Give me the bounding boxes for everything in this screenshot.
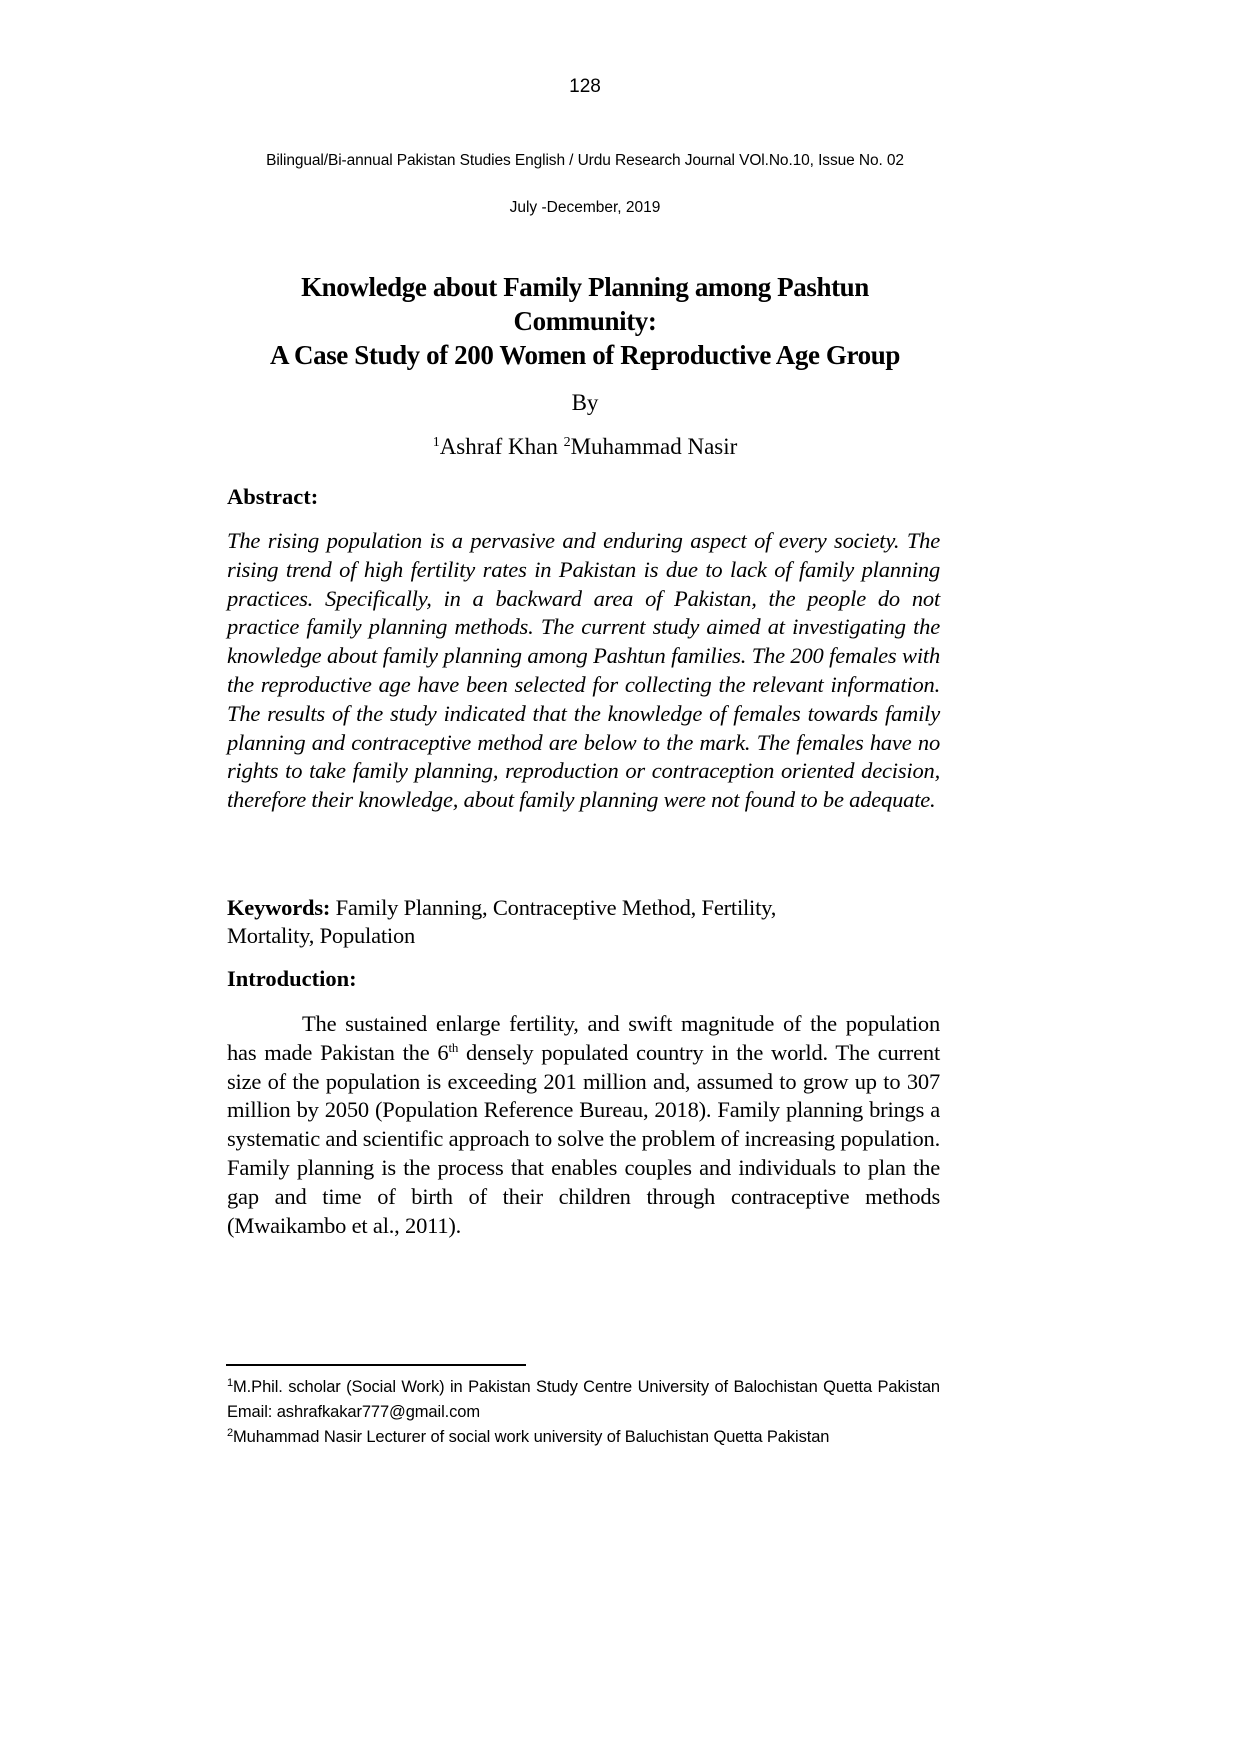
authors <box>0 434 1170 460</box>
abstract-text: The rising population is a pervasive and enduring aspect of every society. The rising trend of high fertility rates in Pakistan is due to lack of family planning practices. Specifically, in a backward area of Pakistan, the people do not practice family planning methods. The current study aimed at investigating the knowledge about family planning among Pashtun families. The 200 females with the reproductive age have been selected for collecting the relevant information. The results of the study indicated that the knowledge of females towards family planning and contraceptive method are below to the mark. The females have no rights to take family planning, reproduction or contraception oriented decision, therefore their knowledge, about family planning were not found to be adequate. <box>227 528 940 813</box>
footnote-1-text: M.Phil. scholar (Social Work) in Pakistan Study Centre University of Balochistan Quetta Pakistan Email: ashrafkakar777@gmail.com <box>227 1378 940 1421</box>
footnote-2-marker: 2 <box>227 1427 234 1439</box>
footnote-1 <box>227 1375 940 1425</box>
footnote-1-marker: 1 <box>227 1377 234 1389</box>
article-title <box>220 270 950 372</box>
intro-text-part-2: densely populated country in the world. The current size of the population is exceeding 201 million and, assumed to grow up to 307 million by 2050 (Population Reference Bureau, 2018). Family planning brings a systematic and scientific approach to solve the problem of increasing population. Family planning is the process that enables couples and individuals to plan the gap and time of birth of their children through contraceptive methods (Mwaikambo et al., 2011). <box>227 1039 940 1238</box>
introduction-heading: Introduction: <box>227 966 357 991</box>
author-2-name: Muhammad Nasir <box>570 434 738 459</box>
author-1-name: Ashraf Khan <box>439 434 558 459</box>
footnote-2 <box>227 1425 940 1450</box>
author-1-marker: 1 <box>432 435 440 450</box>
title-line-1: Knowledge about Family Planning among Pashtun <box>301 272 869 302</box>
keywords <box>227 894 940 950</box>
footnotes <box>227 1375 940 1450</box>
title-line-2: Community: <box>513 306 657 336</box>
keywords-label: Keywords: <box>227 895 331 920</box>
footnote-2-text: Muhammad Nasir Lecturer of social work university of Baluchistan Quetta Pakistan <box>233 1428 830 1446</box>
title-line-3: A Case Study of 200 Women of Reproductive Age Group <box>270 340 900 370</box>
introduction-text <box>227 1010 940 1240</box>
keywords-line-1: Family Planning, Contraceptive Method, Fertility, <box>330 895 777 920</box>
author-2-marker: 2 <box>563 435 571 450</box>
page-number: 128 <box>569 76 601 97</box>
issue-date: July -December, 2019 <box>509 199 661 216</box>
journal-header: Bilingual/Bi-annual Pakistan Studies English / Urdu Research Journal VOl.No.10, Issue No. 02 <box>266 152 904 169</box>
abstract-heading: Abstract: <box>227 484 319 509</box>
intro-text-part-1: The sustained enlarge fertility, and swift magnitude of the population has made Pakistan the 6 <box>227 1011 940 1065</box>
byline: By <box>571 390 599 415</box>
ordinal-suffix: th <box>448 1039 459 1055</box>
keywords-line-2: Mortality, Population <box>227 923 416 948</box>
footnote-divider <box>226 1364 526 1366</box>
